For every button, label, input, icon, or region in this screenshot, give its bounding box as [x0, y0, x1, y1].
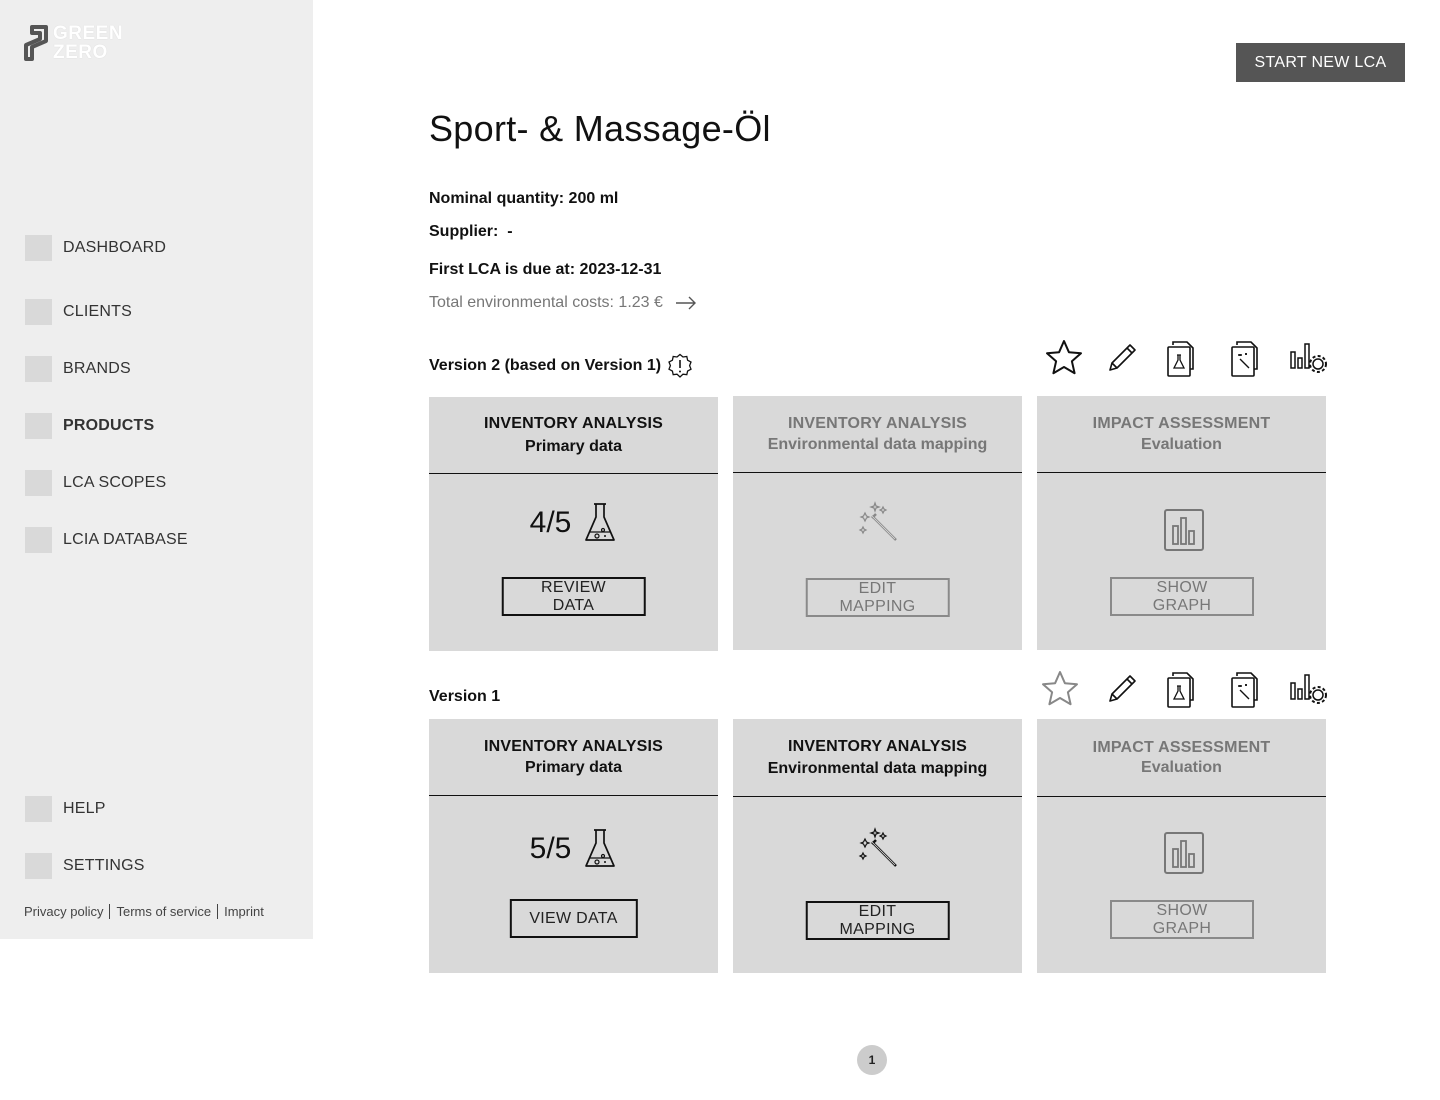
- version-2-toolbar: [1040, 336, 1330, 382]
- sidebar-item-label: DASHBOARD: [63, 239, 167, 256]
- total-costs-text: Total environmental costs: 1.23 €: [429, 294, 663, 311]
- sidebar-item-label: HELP: [63, 800, 106, 817]
- count-value: 5/5: [529, 832, 572, 865]
- magic-wand-icon: [857, 501, 899, 543]
- v2-primary-data-card: [429, 397, 718, 651]
- sidebar-item-lca-scopes[interactable]: [25, 470, 166, 496]
- sidebar-item-lcia-database[interactable]: [25, 527, 188, 553]
- completion-count: [429, 828, 718, 870]
- sidebar-item-products[interactable]: [25, 413, 154, 439]
- help-icon: [25, 796, 52, 822]
- card-header: [1037, 719, 1326, 797]
- products-icon: [25, 413, 52, 439]
- version-2-label: [429, 353, 693, 379]
- imprint-link[interactable]: Imprint: [224, 904, 264, 919]
- start-new-lca-button[interactable]: START NEW LCA: [1236, 43, 1405, 82]
- bar-chart-icon: [1163, 508, 1205, 552]
- divider: [217, 904, 218, 919]
- bar-chart-icon: [1163, 831, 1205, 875]
- show-graph-button[interactable]: SHOW GRAPH: [1110, 577, 1254, 616]
- copy-mapping-icon[interactable]: [1224, 667, 1268, 711]
- chart-settings-icon[interactable]: [1286, 667, 1330, 711]
- clients-icon: [25, 299, 52, 325]
- version-label-text: Version 2 (based on Version 1): [429, 357, 662, 374]
- logo-mark-icon: [24, 25, 48, 62]
- count-value: 4/5: [529, 506, 572, 539]
- total-costs-link[interactable]: [429, 294, 697, 312]
- sidebar-item-help[interactable]: [25, 796, 106, 822]
- card-title: IMPACT ASSESSMENT: [1092, 738, 1271, 756]
- v1-primary-data-card: [429, 719, 718, 973]
- sidebar-item-label: LCIA DATABASE: [63, 531, 188, 548]
- sidebar-item-label: CLIENTS: [63, 303, 132, 320]
- logo-text: GREEN ZERO: [53, 23, 124, 63]
- pagination-page-1[interactable]: 1: [857, 1045, 887, 1075]
- card-subtitle: Environmental data mapping: [767, 759, 988, 777]
- lca-due-date: First LCA is due at: 2023-12-31: [429, 261, 662, 278]
- v2-mapping-card: [733, 396, 1022, 650]
- edit-pencil-icon[interactable]: [1100, 667, 1144, 711]
- settings-icon: [25, 853, 52, 879]
- favorite-star-icon[interactable]: [1038, 667, 1082, 711]
- brands-icon: [25, 356, 52, 382]
- card-subtitle: Primary data: [525, 758, 622, 776]
- card-title: INVENTORY ANALYSIS: [787, 737, 968, 755]
- card-subtitle: Evaluation: [1141, 758, 1222, 776]
- warning-badge-icon[interactable]: [667, 353, 693, 379]
- card-header: [1037, 396, 1326, 473]
- card-header: [733, 719, 1022, 797]
- edit-mapping-button[interactable]: EDIT MAPPING: [805, 901, 950, 940]
- card-subtitle: Primary data: [525, 437, 622, 455]
- divider: [109, 904, 110, 919]
- sidebar-item-clients[interactable]: [25, 299, 132, 325]
- card-subtitle: Environmental data mapping: [767, 435, 988, 453]
- lcia-database-icon: [25, 527, 52, 553]
- card-header: [429, 397, 718, 474]
- show-graph-button[interactable]: SHOW GRAPH: [1110, 900, 1254, 939]
- supplier: Supplier: -: [429, 223, 513, 240]
- card-title: INVENTORY ANALYSIS: [787, 414, 968, 432]
- sidebar-item-settings[interactable]: [25, 853, 145, 879]
- sidebar-item-dashboard[interactable]: [25, 235, 166, 261]
- lca-scopes-icon: [25, 470, 52, 496]
- card-title: INVENTORY ANALYSIS: [483, 414, 664, 432]
- card-subtitle: Evaluation: [1141, 435, 1222, 453]
- copy-primary-data-icon[interactable]: [1160, 336, 1204, 380]
- logo[interactable]: [24, 24, 123, 62]
- terms-link[interactable]: Terms of service: [116, 904, 212, 919]
- flask-icon: [583, 502, 617, 544]
- edit-mapping-button[interactable]: EDIT MAPPING: [805, 578, 950, 617]
- sidebar-item-label: PRODUCTS: [63, 417, 155, 434]
- review-data-button[interactable]: REVIEW DATA: [501, 577, 646, 616]
- sidebar-item-label: BRANDS: [63, 360, 131, 377]
- card-header: [733, 396, 1022, 473]
- version-1-toolbar: [1040, 667, 1330, 713]
- sidebar: [0, 0, 313, 939]
- magic-wand-icon: [857, 827, 899, 869]
- version-label-text: Version 1: [429, 688, 501, 705]
- privacy-link[interactable]: Privacy policy: [24, 904, 104, 919]
- icon-area: [1037, 831, 1326, 875]
- card-title: INVENTORY ANALYSIS: [483, 737, 664, 755]
- sidebar-item-label: LCA SCOPES: [63, 474, 167, 491]
- v2-impact-card: [1037, 396, 1326, 650]
- completion-count: [429, 502, 718, 544]
- page-title: Sport- & Massage-Öl: [429, 108, 771, 149]
- icon-area: [733, 827, 1022, 869]
- card-header: [429, 719, 718, 796]
- nominal-quantity: Nominal quantity: 200 ml: [429, 190, 619, 207]
- v1-mapping-card: [733, 719, 1022, 973]
- v1-impact-card: [1037, 719, 1326, 973]
- icon-area: [733, 501, 1022, 543]
- favorite-star-icon[interactable]: [1042, 336, 1086, 380]
- card-title: IMPACT ASSESSMENT: [1092, 414, 1271, 432]
- sidebar-item-brands[interactable]: [25, 356, 131, 382]
- copy-primary-data-icon[interactable]: [1160, 667, 1204, 711]
- edit-pencil-icon[interactable]: [1100, 336, 1144, 380]
- icon-area: [1037, 508, 1326, 552]
- flask-icon: [583, 828, 617, 870]
- arrow-right-icon: [675, 296, 697, 310]
- view-data-button[interactable]: VIEW DATA: [509, 899, 637, 938]
- sidebar-item-label: SETTINGS: [63, 857, 145, 874]
- copy-mapping-icon[interactable]: [1224, 336, 1268, 380]
- footer-links: [24, 904, 264, 919]
- chart-settings-icon[interactable]: [1286, 336, 1330, 380]
- version-1-label: [429, 688, 500, 706]
- dashboard-icon: [25, 235, 52, 261]
